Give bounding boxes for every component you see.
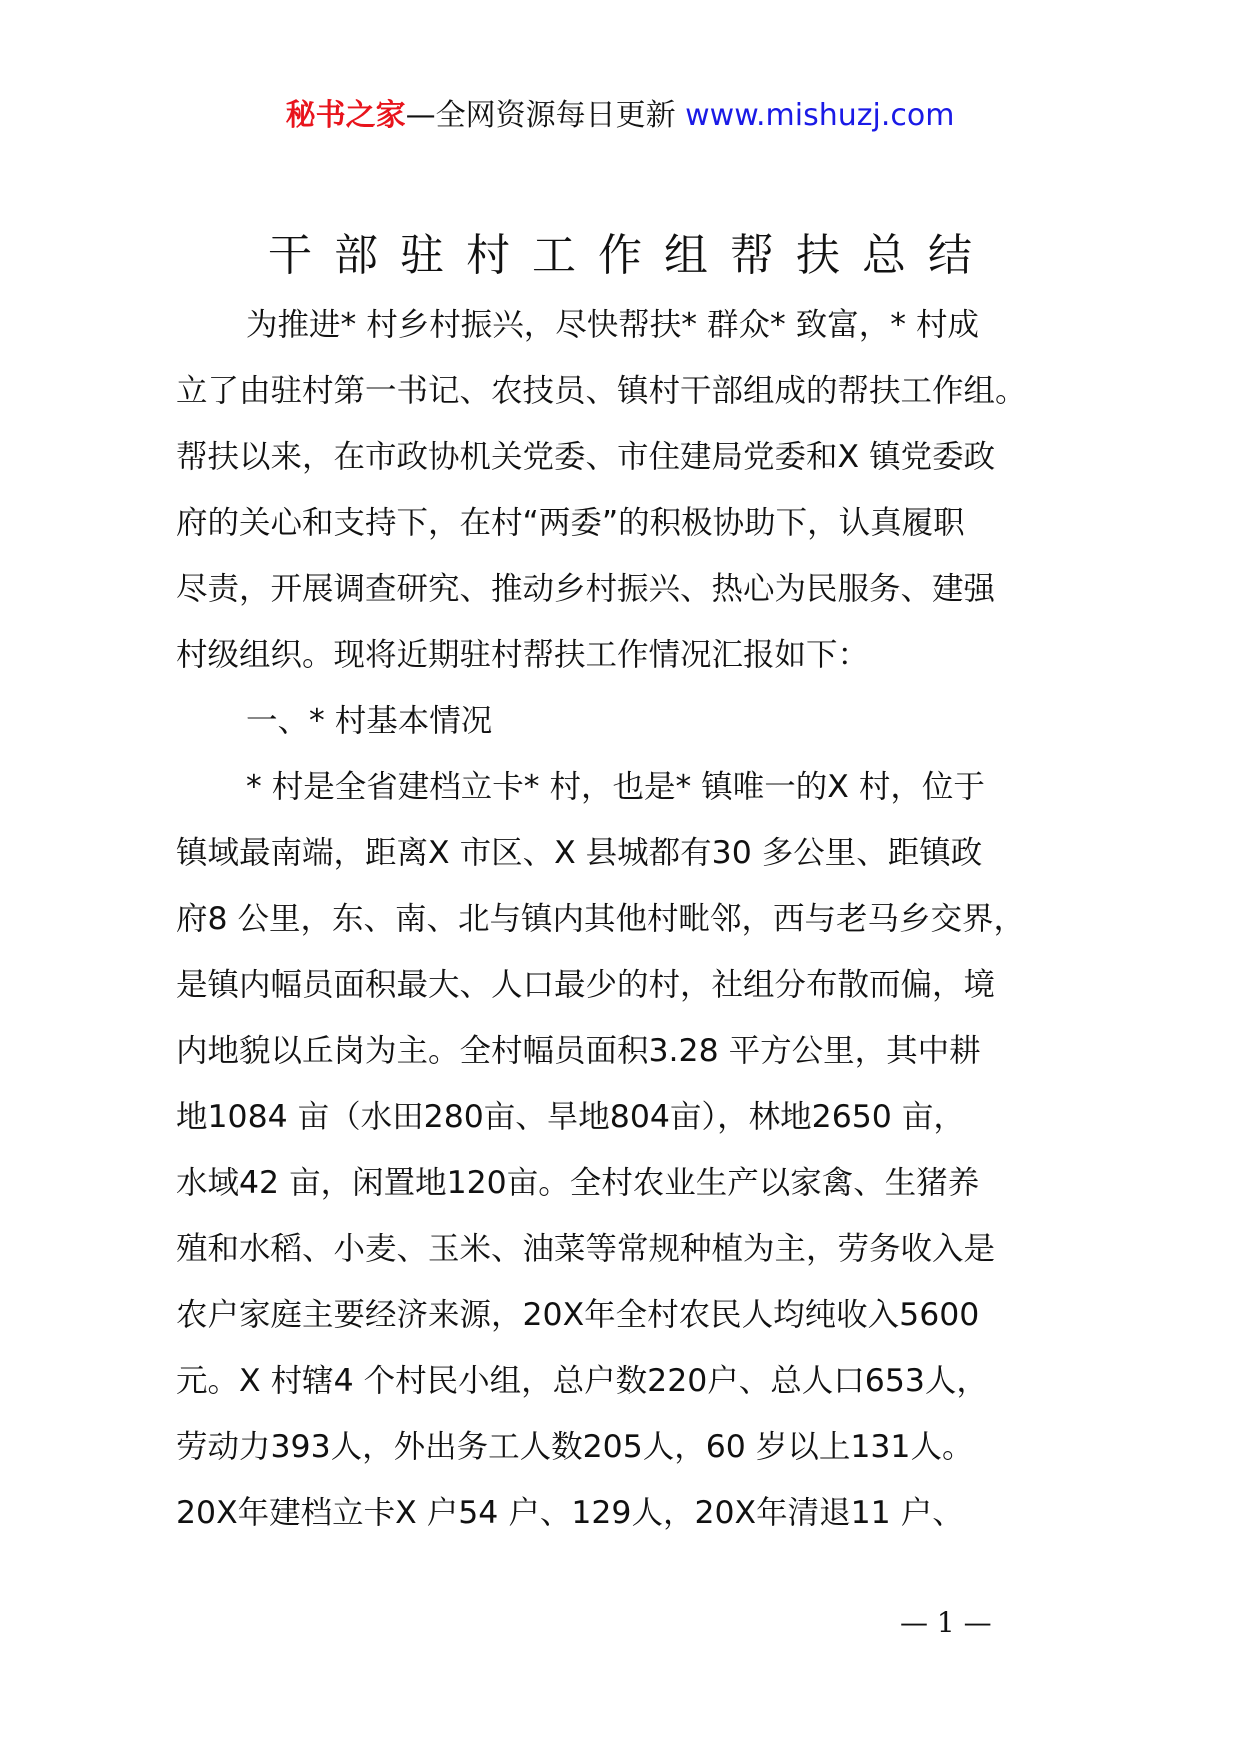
header-tagline: —全网资源每日更新 [405, 98, 676, 133]
paragraph-line: 元。X 村辖4 个村民小组，总户数220户、总人口653人， [176, 1363, 988, 1399]
document-body [176, 292, 1106, 1546]
paragraph-line: 为推进* 村乡村振兴，尽快帮扶* 群众* 致富，* 村成 [246, 307, 980, 343]
paragraph-line: 村级组织。现将近期驻村帮扶工作情况汇报如下： [176, 637, 870, 673]
paragraph-line: 农户家庭主要经济来源，20X年全村农民人均纯收入5600 [176, 1297, 980, 1333]
section-heading: 一、* 村基本情况 [246, 703, 493, 739]
paragraph-line: 府8 公里，东、南、北与镇内其他村毗邻，西与老马乡交界， [176, 901, 1026, 937]
paragraph-line: * 村是全省建档立卡* 村，也是* 镇唯一的X 村，位于 [246, 769, 985, 805]
paragraph-line: 劳动力393人，外出务工人数205人，60 岁以上131人。 [176, 1429, 974, 1465]
paragraph-line: 立了由驻村第一书记、农技员、镇村干部组成的帮扶工作组。 [176, 373, 1027, 409]
page-number: — 1 — [900, 1606, 992, 1639]
paragraph-line: 20X年建档立卡X 户54 户、129人，20X年清退11 户、 [176, 1495, 964, 1531]
paragraph-line: 地1084 亩（水田280亩、旱地804亩），林地2650 亩， [176, 1099, 965, 1135]
paragraph-line: 殖和水稻、小麦、玉米、油菜等常规种植为主，劳务收入是 [176, 1231, 996, 1267]
site-url-link[interactable]: www.mishuzj.com [685, 98, 955, 133]
document-title: 干部驻村工作组帮扶总结 [268, 230, 994, 281]
paragraph-line: 镇域最南端，距离X 市区、X 县城都有30 多公里、距镇政 [176, 835, 983, 871]
paragraph-line: 尽责，开展调查研究、推动乡村振兴、热心为民服务、建强 [176, 571, 996, 607]
paragraph-line: 水域42 亩，闲置地120亩。全村农业生产以家禽、生猪养 [176, 1165, 980, 1201]
paragraph-line: 府的关心和支持下，在村“两委”的积极协助下，认真履职 [176, 505, 965, 541]
paragraph-line: 内地貌以丘岗为主。全村幅员面积3.28 平方公里，其中耕 [176, 1033, 981, 1069]
paragraph-line: 帮扶以来，在市政协机关党委、市住建局党委和X 镇党委政 [176, 439, 996, 475]
brand-name: 秘书之家 [285, 98, 406, 133]
site-header [0, 96, 1240, 136]
paragraph-line: 是镇内幅员面积最大、人口最少的村，社组分布散而偏，境 [176, 967, 996, 1003]
